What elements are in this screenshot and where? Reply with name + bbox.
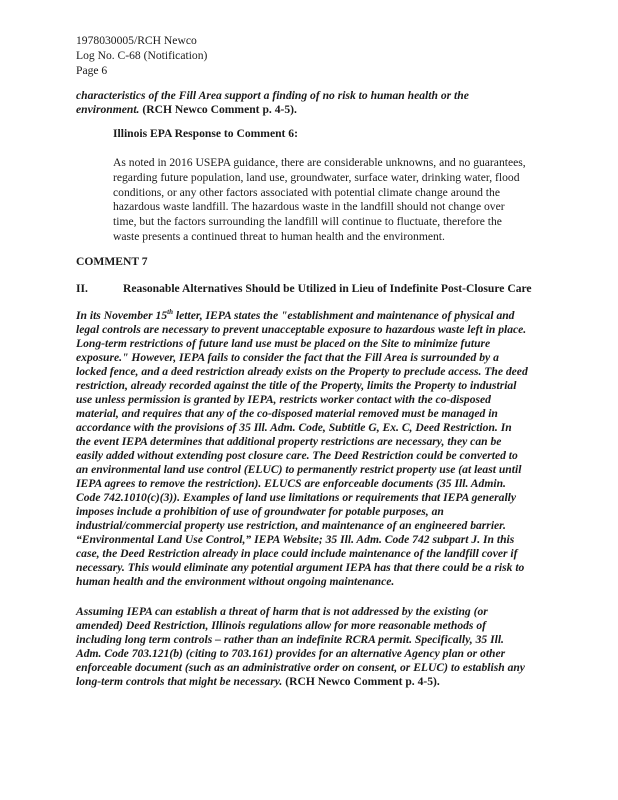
text-line: regarding future population, land use, groundwater, surface water, drinking water, flood xyxy=(113,170,520,184)
text-line: conditions, or any other factors associated with potential climate change around the xyxy=(113,185,500,199)
text-line: use unless permission is granted by IEPA, restricts worker contact with the co-disposed xyxy=(76,393,491,406)
text-line: restriction, already recorded against the title of the Property, limits the Property to industrial xyxy=(76,379,517,392)
comment-heading: COMMENT 7 xyxy=(76,255,148,268)
text-line: enforceable document (such as an administrative order on consent, or ELUC) to establish any xyxy=(76,661,525,674)
text-line: case, the Deed Restriction already in place could include maintenance of the landfill cover if xyxy=(76,547,518,560)
text-line: Code 742.1010(c)(3)). Examples of land use limitations or requirements that IEPA generally xyxy=(76,491,517,504)
text-line: legal controls are necessary to prevent unacceptable exposure to hazardous waste left in place. xyxy=(76,323,527,336)
text-segment: long-term controls that might be necessary. xyxy=(76,675,283,688)
text-line: amended) Deed Restriction, Illinois regulations allow for more reasonable methods of xyxy=(76,619,486,632)
text-line: imposes include a prohibition of use of groundwater for potable purposes, an xyxy=(76,505,444,518)
text-line: characteristics of the Fill Area support a finding of no risk to human health or the xyxy=(76,89,469,102)
comment-paragraph-2 xyxy=(76,605,596,689)
text-line: IEPA agrees to remove the restriction). ELUCS are enforceable documents (35 Ill. Admin. xyxy=(76,477,506,490)
header-log-number: Log No. C-68 (Notification) xyxy=(76,49,208,62)
text-line: Adm. Code 703.121(b) (citing to 703.161) provides for an alternative Agency plan or other xyxy=(76,647,506,660)
superscript: th xyxy=(167,308,173,317)
text-line: Long-term restrictions of future land use must be placed on the Site to minimize future xyxy=(76,337,491,350)
section-title: Reasonable Alternatives Should be Utilized in Lieu of Indefinite Post-Closure Care xyxy=(123,282,532,295)
text-line: easily added without extending post closure care. The Deed Restriction could be converted to xyxy=(76,449,518,462)
text-line: waste presents a continued threat to human health and the environment. xyxy=(113,229,445,243)
text-line: an environmental land use control (ELUC) to permanently restrict property use (at least until xyxy=(76,463,522,476)
intro-paragraph xyxy=(76,89,596,117)
header-id: 1978030005/RCH Newco xyxy=(76,34,197,47)
text-segment: environment. xyxy=(76,103,140,116)
text-line: the event IEPA determines that additional property restrictions are necessary, they can be xyxy=(76,435,502,448)
text-line: industrial/commercial property use restriction, and maintenance of an engineered barrier. xyxy=(76,519,506,532)
text-line: including long term controls – rather than an indefinite RCRA permit. Specifically, 35 Ill. xyxy=(76,633,504,646)
text-line: “Environmental Land Use Control,” IEPA Website; 35 Ill. Adm. Code 742 subpart J. In this xyxy=(76,533,515,546)
text-line: accordance with the provisions of 35 Ill. Adm. Code, Subtitle G, Ex. C, Deed Restriction. In xyxy=(76,421,512,434)
citation: (RCH Newco Comment p. 4-5). xyxy=(139,103,297,116)
text-line: human health and the environment without ongoing maintenance. xyxy=(76,575,395,588)
section-heading xyxy=(76,282,596,296)
text-segment: letter, IEPA states the "establishment and maintenance of physical and xyxy=(172,309,515,322)
text-line: necessary. This would eliminate any potential argument IEPA has that there could be a risk to xyxy=(76,561,525,574)
text-line: exposure." However, IEPA fails to consider the fact that the Fill Area is surrounded by a xyxy=(76,351,499,364)
text-line: As noted in 2016 USEPA guidance, there are considerable unknowns, and no guarantees, xyxy=(113,156,526,169)
header-page-number: Page 6 xyxy=(76,64,108,77)
text-line: material, and requires that any of the co-disposed material removed must be managed in xyxy=(76,407,498,420)
comment-paragraph-1 xyxy=(76,309,596,589)
document-header xyxy=(76,33,596,78)
text-segment: In its November 15 xyxy=(76,309,168,322)
response-paragraph xyxy=(113,156,603,245)
text-line: Assuming IEPA can establish a threat of harm that is not addressed by the existing (or xyxy=(76,605,488,618)
text-line: hazardous waste landfill. The hazardous waste in the landfill should not change over xyxy=(113,200,505,214)
section-number: II. xyxy=(76,282,88,295)
citation: (RCH Newco Comment p. 4-5). xyxy=(282,675,440,688)
text-line: time, but the factors surrounding the landfill will continue to fluctuate, therefore the xyxy=(113,215,502,229)
text-line: locked fence, and a deed restriction already exists on the Property to preclude access. The deed xyxy=(76,365,528,378)
response-heading: Illinois EPA Response to Comment 6: xyxy=(113,127,298,140)
